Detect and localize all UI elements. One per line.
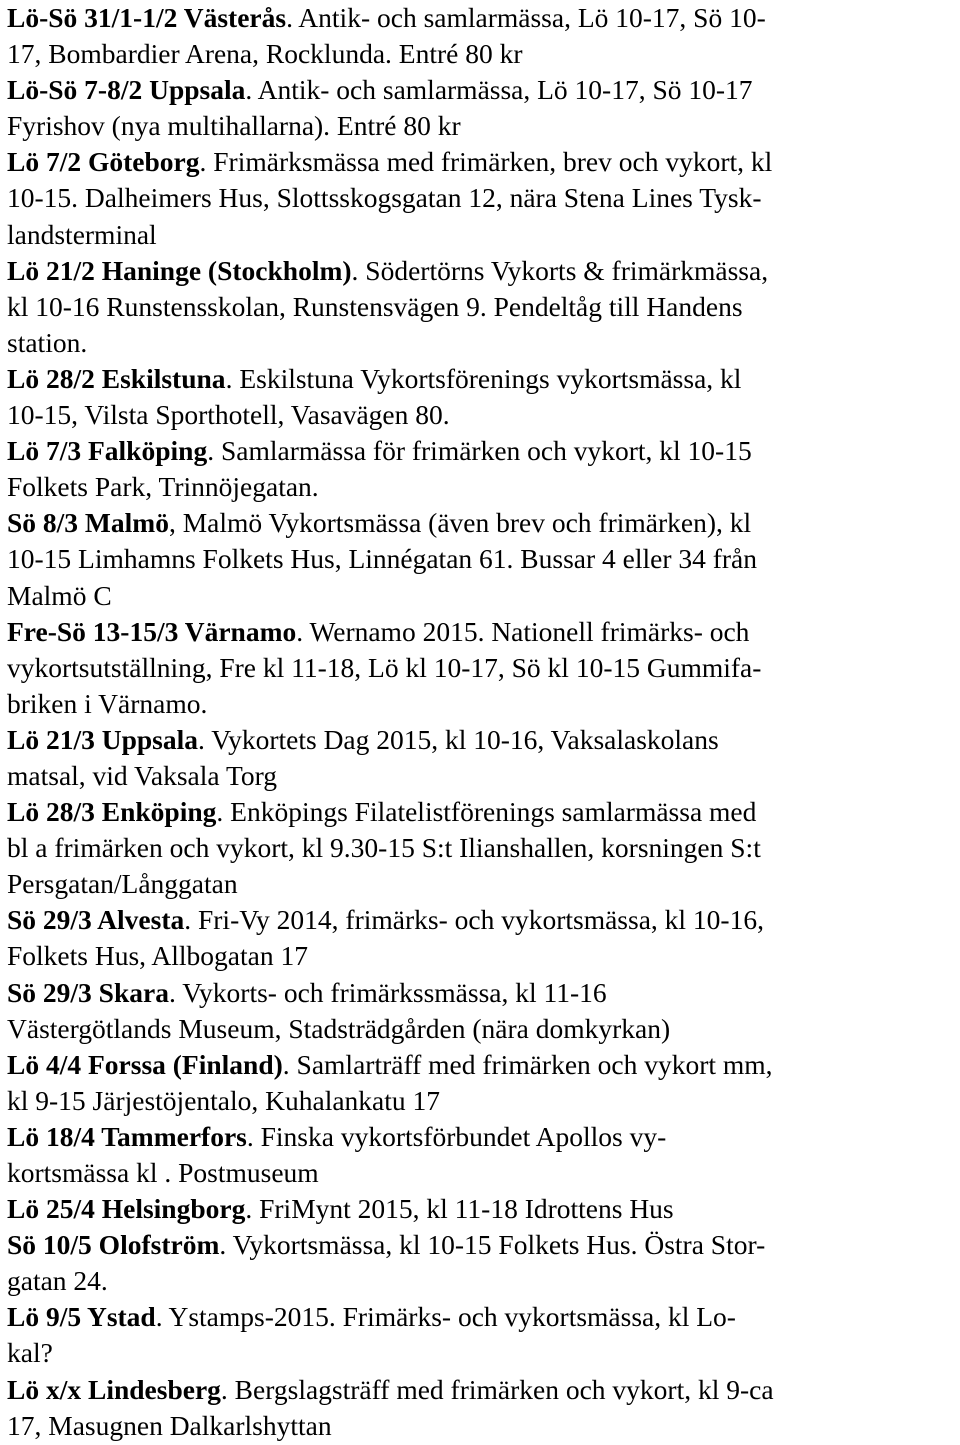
event-details: briken i Värnamo.	[7, 687, 208, 719]
text-line	[7, 325, 954, 361]
text-line	[7, 722, 954, 758]
event-details: matsal, vid Vaksala Torg	[7, 759, 277, 791]
event-details: Folkets Hus, Allbogatan 17	[7, 940, 308, 972]
event-details: . Fri-Vy 2014, frimärks- och vykortsmässa, kl 10-16,	[184, 904, 764, 936]
text-line	[7, 1372, 954, 1408]
event-date-place: Lö 28/2 Eskilstuna	[7, 362, 226, 394]
event-details: , Malmö Vykortsmässa (även brev och frimärken), kl	[168, 507, 752, 539]
event-date-place: Sö 8/3 Malmö	[7, 507, 169, 539]
event-date-place: Lö 25/4 Helsingborg	[7, 1193, 246, 1225]
event-details: 10-15, Vilsta Sporthotell, Vasavägen 80.	[7, 399, 450, 431]
text-line	[7, 686, 954, 722]
event-details: 17, Bombardier Arena, Rocklunda. Entré 80 kr	[7, 38, 523, 70]
text-line	[7, 1155, 954, 1191]
text-line	[7, 253, 954, 289]
text-line	[7, 830, 954, 866]
event-date-place: Lö 28/3 Enköping	[7, 796, 217, 828]
text-line	[7, 1263, 954, 1299]
event-details: kl 9-15 Järjestöjentalo, Kuhalankatu 17	[7, 1084, 441, 1116]
event-details: . Samlarträff med frimärken och vykort mm,	[282, 1048, 773, 1080]
text-line	[7, 1083, 954, 1119]
text-line	[7, 505, 954, 541]
event-details: . Enköpings Filatelistförenings samlarmässa med	[216, 796, 757, 828]
text-line	[7, 217, 954, 253]
event-details: 10-15 Limhamns Folkets Hus, Linnégatan 61. Bussar 4 eller 34 från	[7, 543, 758, 575]
event-details: kortsmässa kl . Postmuseum	[7, 1157, 319, 1188]
text-line	[7, 1119, 954, 1155]
event-details: . Samlarmässa för frimärken och vykort, kl 10-15	[207, 435, 752, 467]
event-date-place: Sö 10/5 Olofström	[7, 1229, 220, 1261]
event-date-place: Lö 4/4 Forssa (Finland)	[7, 1048, 283, 1080]
event-details: Fyrishov (nya multihallarna). Entré 80 kr	[7, 110, 461, 142]
text-line	[7, 1335, 954, 1371]
text-line	[7, 0, 954, 36]
text-line	[7, 36, 954, 72]
text-line	[7, 938, 954, 974]
event-details: . Antik- och samlarmässa, Lö 10-17, Sö 10-17	[245, 74, 753, 106]
event-details: 10-15. Dalheimers Hus, Slottsskogsgatan 12, nära Stena Lines Tysk-	[7, 182, 762, 214]
event-details: landsterminal	[7, 218, 157, 250]
event-date-place: Lö-Sö 31/1-1/2 Västerås	[7, 2, 287, 33]
event-date-place: Lö 21/2 Haninge (Stockholm)	[7, 254, 352, 286]
text-line	[7, 975, 954, 1011]
event-details: . Bergslagsträff med frimärken och vykort, kl 9-ca	[220, 1373, 774, 1405]
event-details: . Ystamps-2015. Frimärks- och vykortsmässa, kl Lo-	[155, 1301, 736, 1333]
event-date-place: Lö-Sö 7-8/2 Uppsala	[7, 74, 246, 106]
text-line	[7, 614, 954, 650]
text-line	[7, 1191, 954, 1227]
event-details: . Finska vykortsförbundet Apollos vy-	[246, 1120, 667, 1152]
event-details: . Vykortsmässa, kl 10-15 Folkets Hus. Östra Stor-	[219, 1229, 766, 1261]
text-line	[7, 758, 954, 794]
text-line	[7, 1011, 954, 1047]
event-details: . Antik- och samlarmässa, Lö 10-17, Sö 10-	[286, 2, 766, 33]
event-date-place: Lö 7/3 Falköping	[7, 435, 208, 467]
text-line	[7, 866, 954, 902]
event-date-place: Sö 29/3 Alvesta	[7, 904, 185, 936]
text-line	[7, 1408, 954, 1444]
event-details: . Wernamo 2015. Nationell frimärks- och	[296, 615, 750, 647]
event-details: kl 10-16 Runstensskolan, Runstensvägen 9. Pendeltåg till Handens	[7, 290, 743, 322]
text-line	[7, 72, 954, 108]
event-details: . FriMynt 2015, kl 11-18 Idrottens Hus	[245, 1193, 674, 1225]
text-line	[7, 108, 954, 144]
event-listing	[7, 0, 954, 1444]
event-date-place: Lö 9/5 Ystad	[7, 1301, 156, 1333]
text-line	[7, 397, 954, 433]
event-details: Persgatan/Långgatan	[7, 868, 238, 900]
event-date-place: Lö 7/2 Göteborg	[7, 146, 200, 178]
event-date-place: Fre-Sö 13-15/3 Värnamo	[7, 615, 297, 647]
event-date-place: Lö 18/4 Tammerfors	[7, 1120, 247, 1152]
event-details: vykortsutställning, Fre kl 11-18, Lö kl 10-17, Sö kl 10-15 Gummifa-	[7, 651, 762, 683]
text-line	[7, 650, 954, 686]
event-details: Malmö C	[7, 579, 112, 611]
event-details: bl a frimärken och vykort, kl 9.30-15 S:t Ilianshallen, korsningen S:t	[7, 832, 761, 864]
event-details: . Södertörns Vykorts & frimärkmässa,	[351, 254, 769, 286]
event-details: station.	[7, 326, 88, 358]
event-date-place: Lö x/x Lindesberg	[7, 1373, 221, 1405]
event-date-place: Lö 21/3 Uppsala	[7, 723, 199, 755]
text-line	[7, 902, 954, 938]
text-line	[7, 433, 954, 469]
text-line	[7, 469, 954, 505]
event-date-place: Sö 29/3 Skara	[7, 976, 169, 1008]
text-line	[7, 1047, 954, 1083]
text-line	[7, 144, 954, 180]
event-details: . Vykortets Dag 2015, kl 10-16, Vaksalaskolans	[198, 723, 719, 755]
text-line	[7, 289, 954, 325]
text-line	[7, 180, 954, 216]
event-details: 17, Masugnen Dalkarlshyttan	[7, 1409, 332, 1441]
event-details: Västergötlands Museum, Stadsträdgården (nära domkyrkan)	[7, 1012, 671, 1044]
text-line	[7, 1299, 954, 1335]
text-line	[7, 794, 954, 830]
event-details: . Vykorts- och frimärkssmässa, kl 11-16	[168, 976, 607, 1008]
text-line	[7, 361, 954, 397]
event-details: Folkets Park, Trinnöjegatan.	[7, 471, 319, 503]
event-details: gatan 24.	[7, 1265, 108, 1297]
event-details: . Eskilstuna Vykortsförenings vykortsmässa, kl	[225, 362, 742, 394]
event-details: . Frimärksmässa med frimärken, brev och vykort, kl	[199, 146, 773, 178]
text-line	[7, 1227, 954, 1263]
event-details: kal?	[7, 1337, 53, 1369]
text-line	[7, 578, 954, 614]
text-line	[7, 541, 954, 577]
